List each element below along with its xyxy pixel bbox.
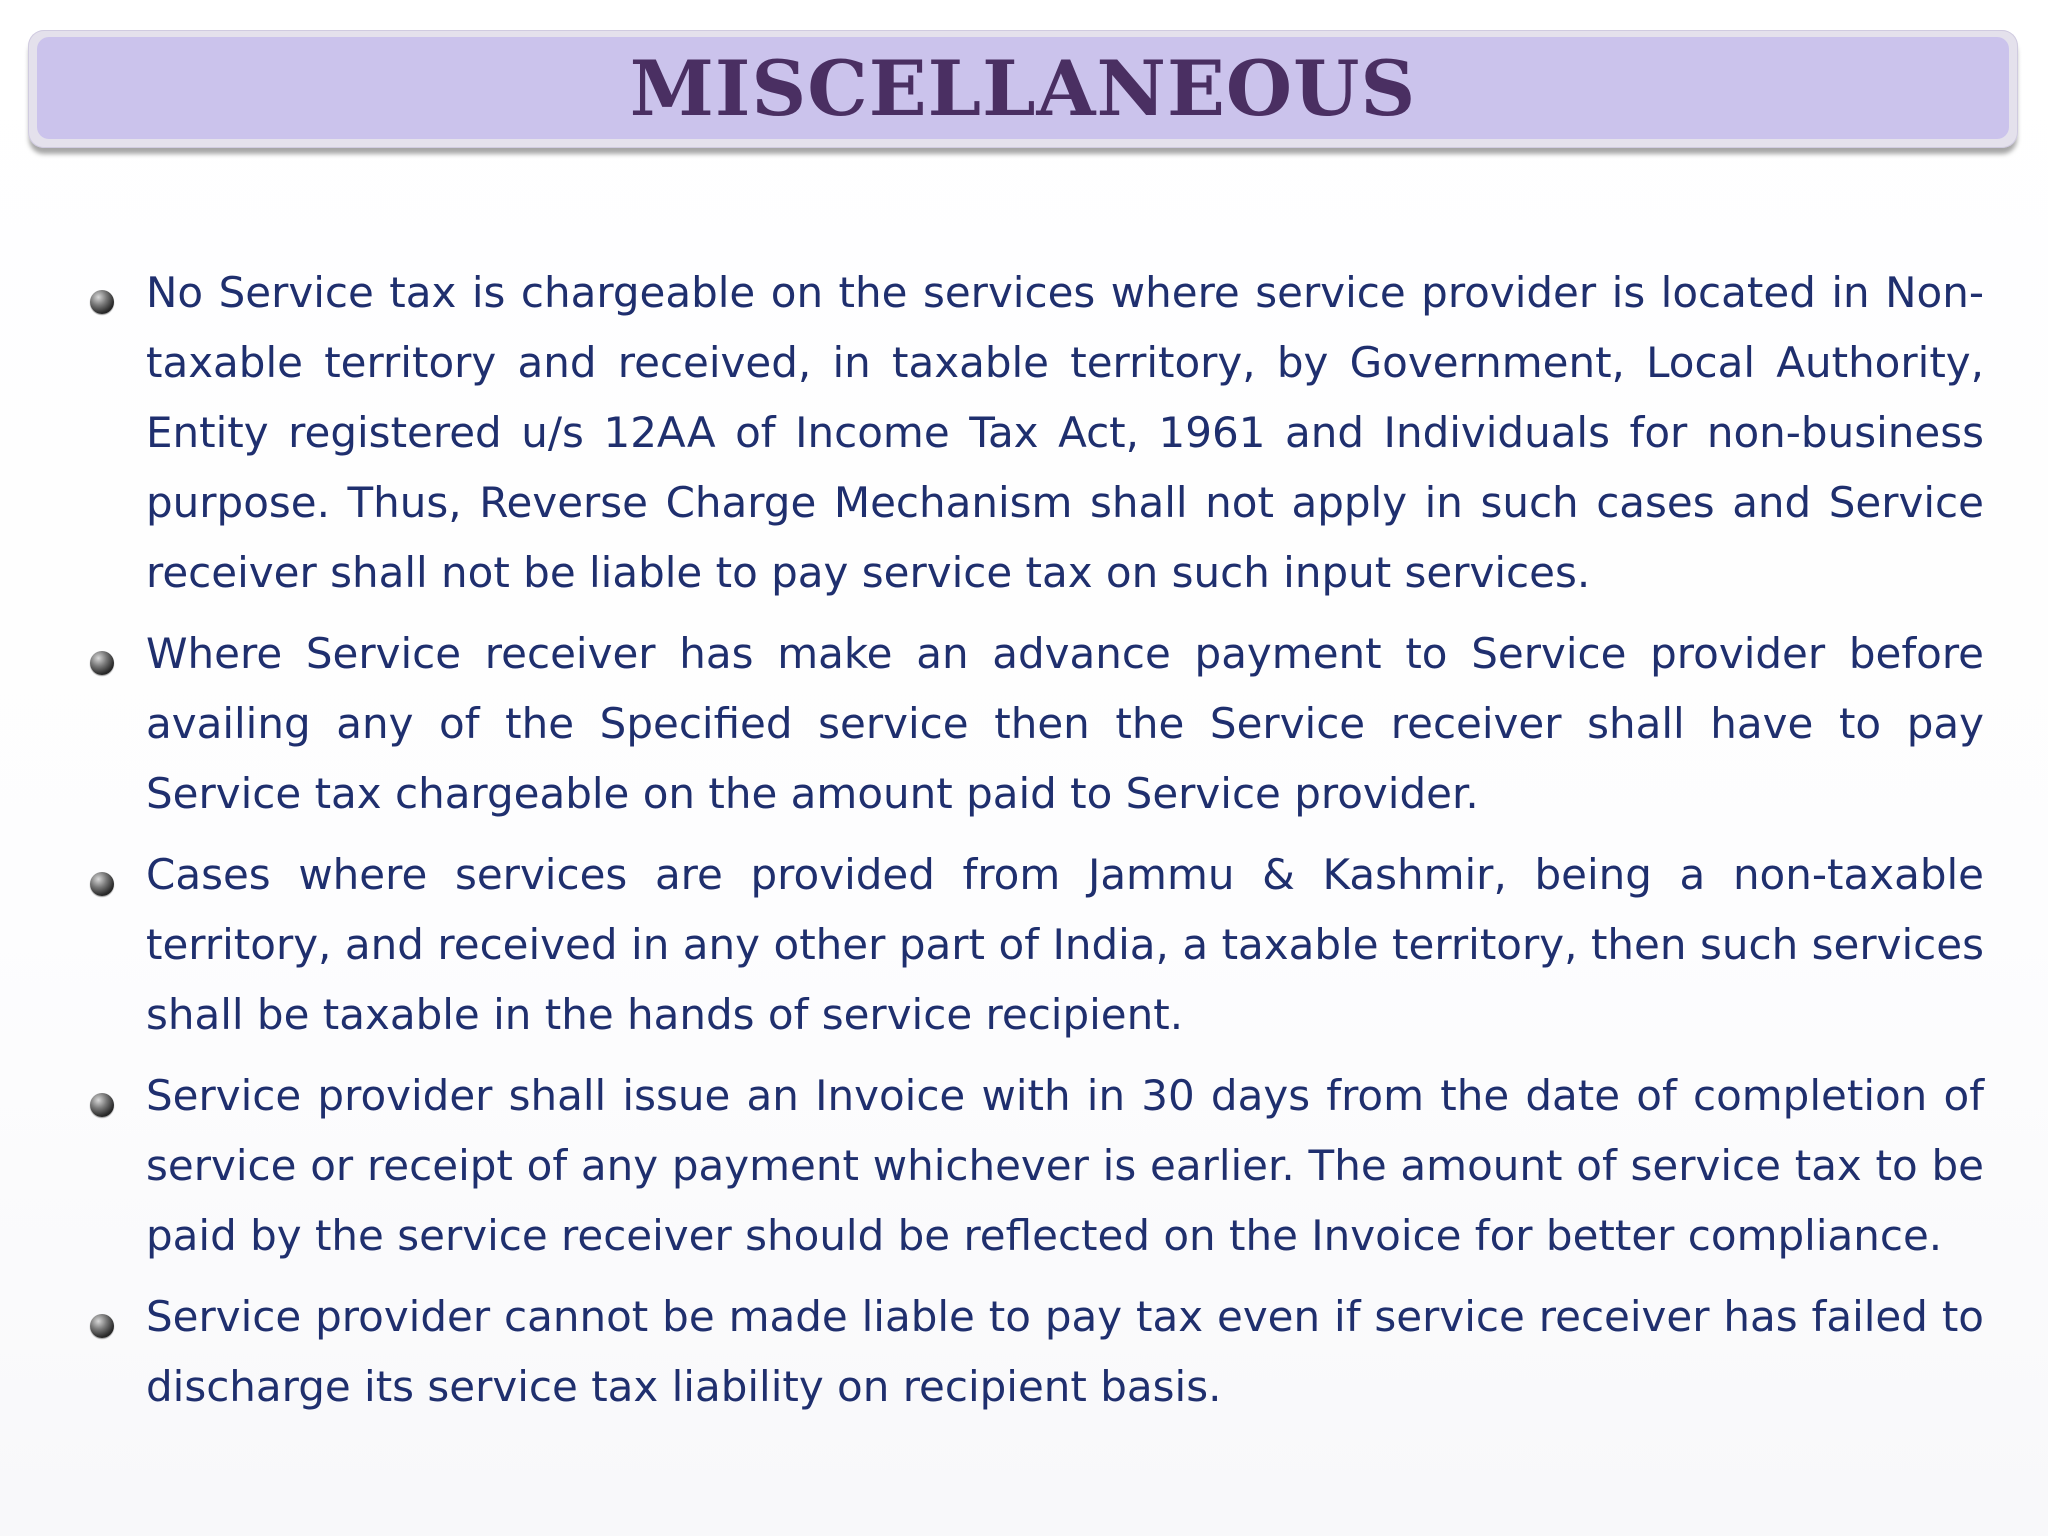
bullet-dot-icon [90,872,114,896]
bullet-text: Service provider shall issue an Invoice with in 30 days from the date of completion of service or receipt of any payment whichever is earlier. The amount of service tax to be paid by the service receiver should be reflected on the Invoice for better compliance. [146,1071,1984,1260]
title-banner-inner [37,37,2009,139]
bullet-item [84,1061,1984,1271]
bullet-dot-icon [90,1314,114,1338]
bullet-text: Where Service receiver has make an advance payment to Service provider before availing any of the Specified service then the Service receiver shall have to pay Service tax chargeable on the amount paid to Service provider. [146,629,1984,818]
bullet-dot-icon [90,1093,114,1117]
bullet-item [84,840,1984,1050]
slide-title: MISCELLANEOUS [629,44,1417,133]
bullet-text: Cases where services are provided from Jammu & Kashmir, being a non-taxable territory, and received in any other part of India, a taxable territory, then such services shall be taxable in the hands of service recipient. [146,850,1984,1039]
bullet-item [84,258,1984,608]
title-banner [28,30,2018,148]
bullet-dot-icon [90,290,114,314]
bullet-list [84,258,1984,1433]
bullet-item [84,619,1984,829]
bullet-text: Service provider cannot be made liable to pay tax even if service receiver has failed to discharge its service tax liability on recipient basis. [146,1292,1984,1411]
bullet-dot-icon [90,651,114,675]
bullet-text: No Service tax is chargeable on the services where service provider is located in Non-taxable territory and received, in taxable territory, by Government, Local Authority, Entity registered u/s 12AA of Income Tax Act, 1961 and Individuals for non-business purpose. Thus, Reverse Charge Mechanism shall not apply in such cases and Service receiver shall not be liable to pay service tax on such input services. [146,268,1984,597]
bullet-item [84,1282,1984,1422]
